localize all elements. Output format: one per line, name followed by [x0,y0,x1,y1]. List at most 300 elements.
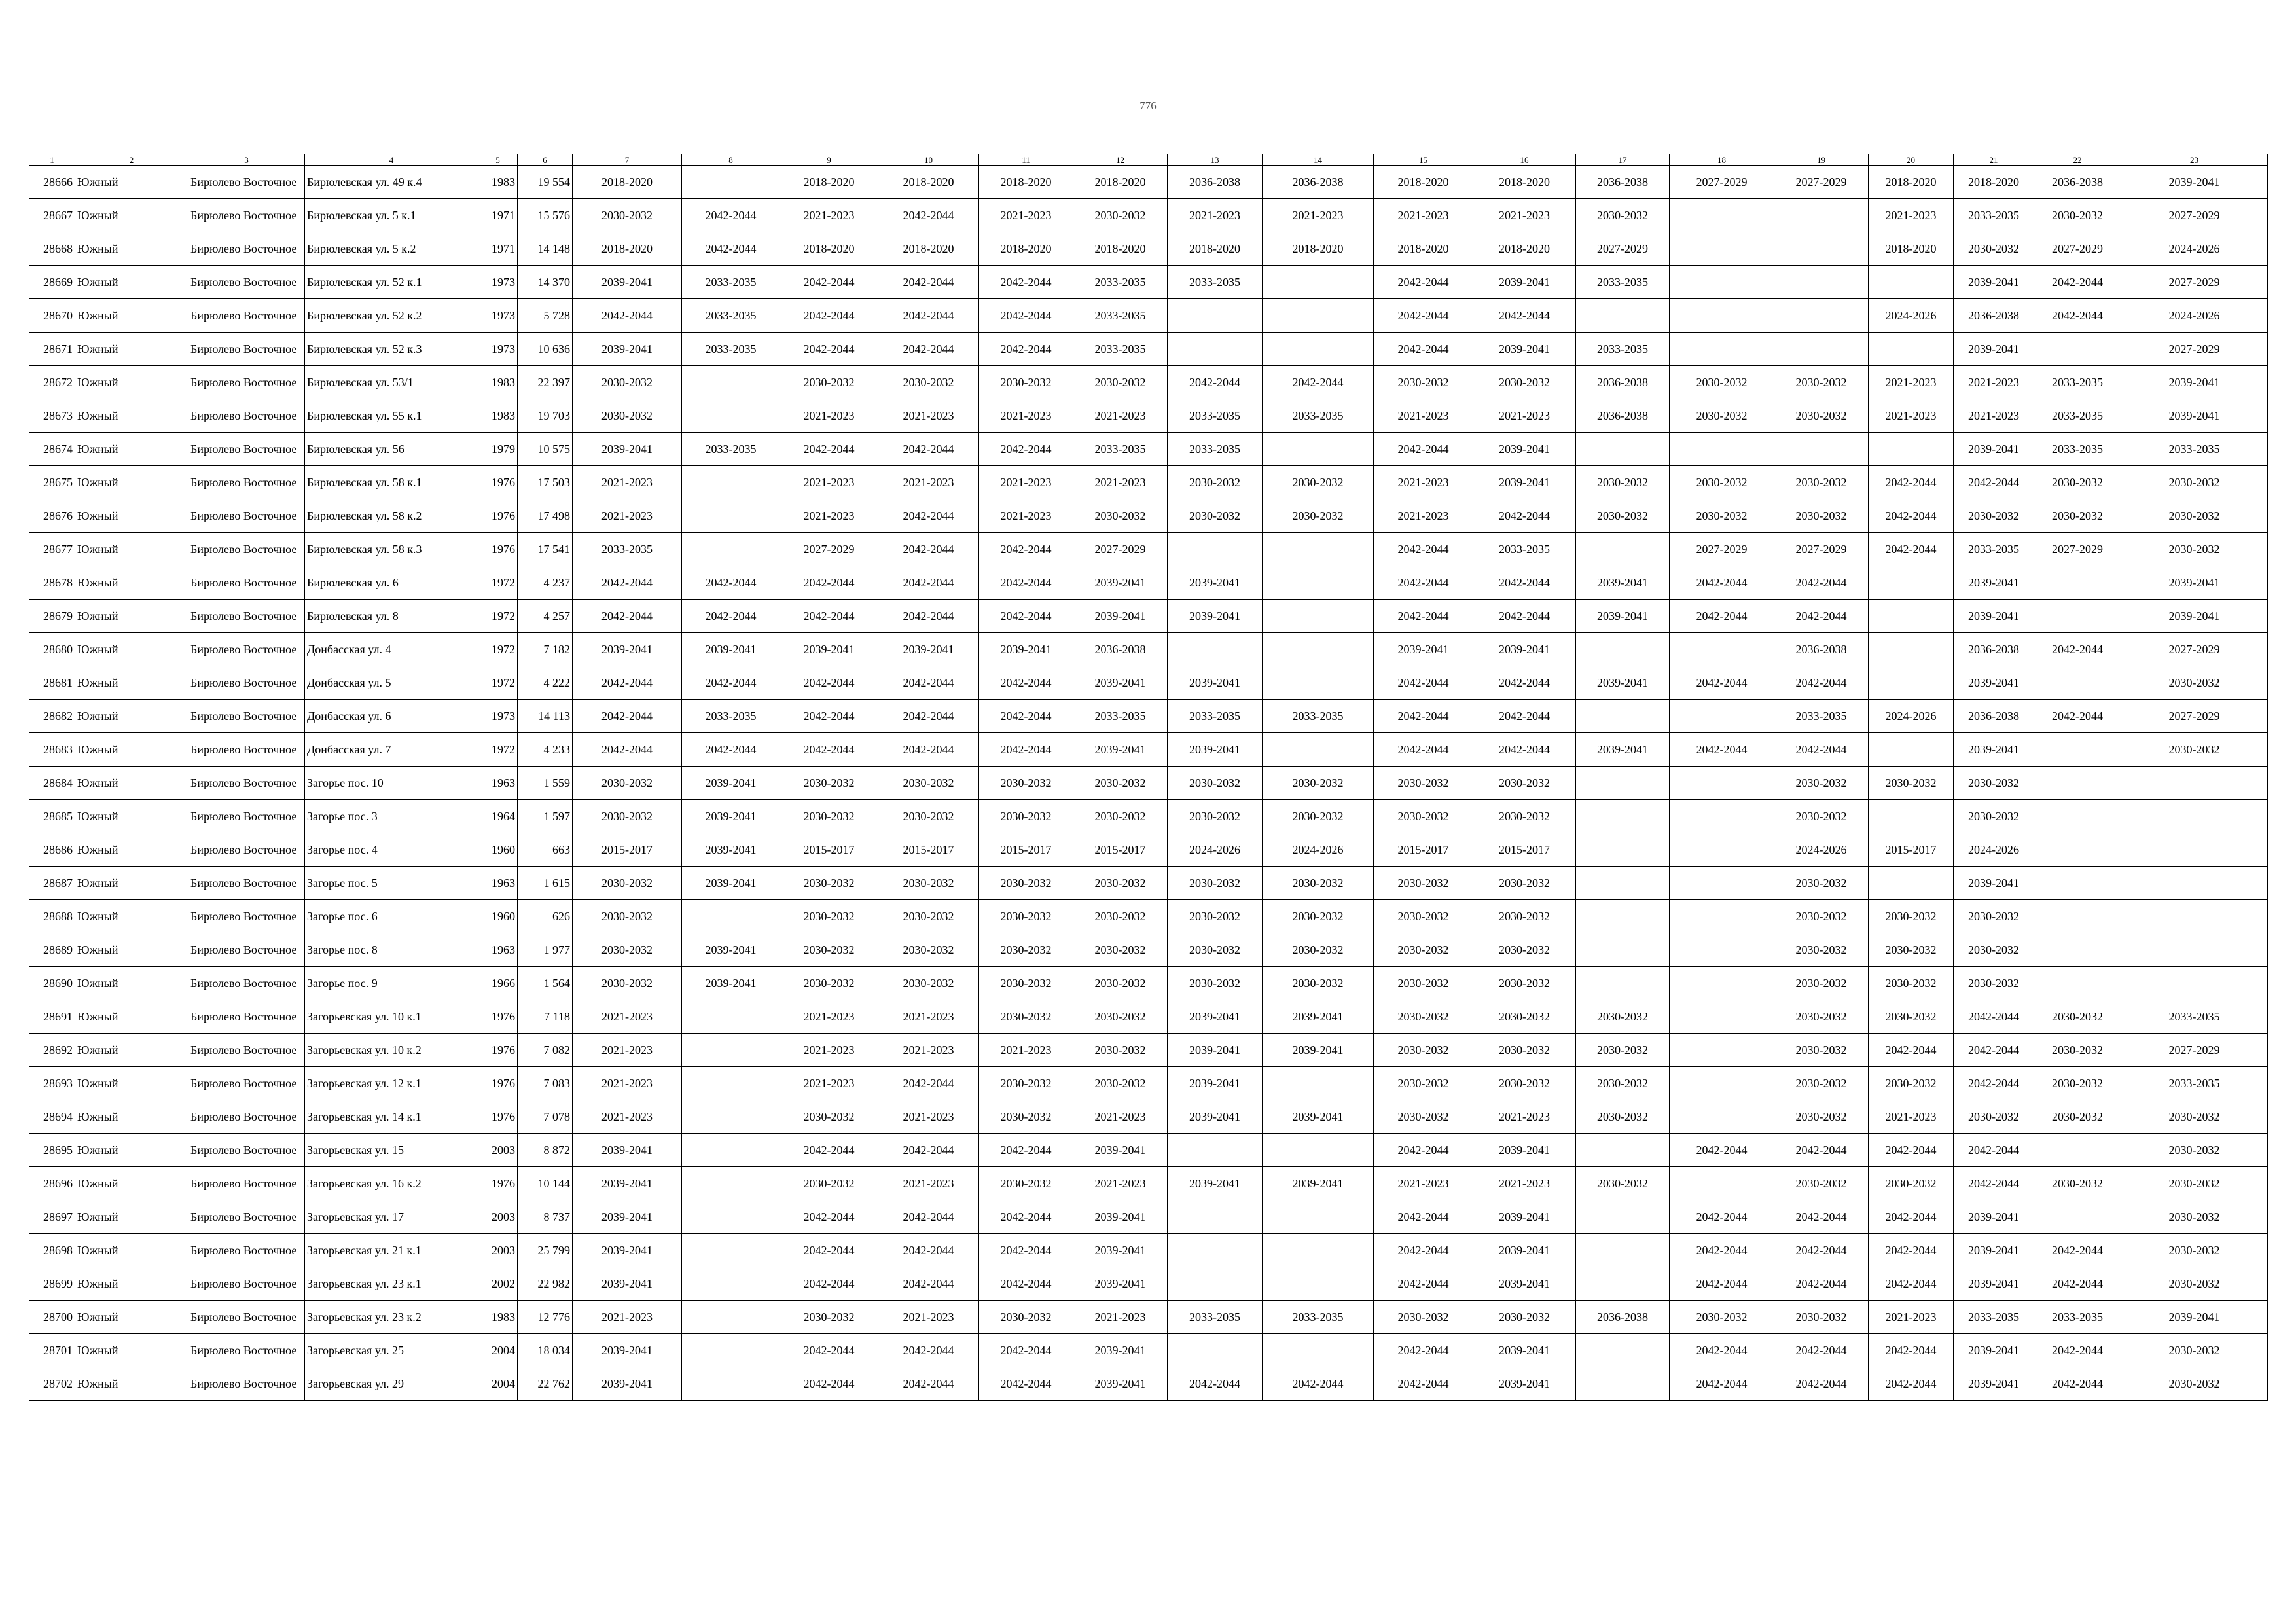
district-cell: Бирюлево Восточное [188,733,305,767]
period-cell-7: 2039-2041 [573,333,682,366]
period-cell-20: 2042-2044 [1869,1367,1954,1401]
period-cell-9: 2030-2032 [780,967,878,1000]
period-cell-9: 2021-2023 [780,466,878,499]
record-id-cell: 28670 [29,299,75,333]
period-cell-18 [1670,1100,1774,1134]
period-cell-12: 2021-2023 [1073,466,1168,499]
period-cell-20 [1869,333,1954,366]
period-cell-15: 2042-2044 [1374,700,1473,733]
period-cell-15: 2018-2020 [1374,232,1473,266]
district-cell: Бирюлево Восточное [188,833,305,867]
period-cell-20: 2042-2044 [1869,1334,1954,1367]
period-cell-14: 2030-2032 [1263,499,1374,533]
table-row [29,1067,2268,1100]
period-cell-15: 2021-2023 [1374,1167,1473,1200]
period-cell-7: 2042-2044 [573,566,682,600]
period-cell-10: 2021-2023 [878,466,979,499]
district-cell: Бирюлево Восточное [188,1100,305,1134]
period-cell-22 [2034,566,2121,600]
period-cell-14 [1263,533,1374,566]
record-id-cell: 28695 [29,1134,75,1167]
table-row [29,767,2268,800]
district-cell: Бирюлево Восточное [188,1067,305,1100]
period-cell-14: 2039-2041 [1263,1000,1374,1034]
okrug-cell: Южный [75,399,188,433]
okrug-cell: Южный [75,600,188,633]
period-cell-23: 2030-2032 [2121,466,2268,499]
period-cell-7: 2030-2032 [573,366,682,399]
period-cell-20: 2042-2044 [1869,1200,1954,1234]
record-id-cell: 28682 [29,700,75,733]
record-id-cell: 28681 [29,666,75,700]
period-cell-23: 2033-2035 [2121,1000,2268,1034]
address-cell: Бирюлевская ул. 56 [305,433,478,466]
period-cell-20: 2024-2026 [1869,700,1954,733]
table-row [29,1267,2268,1301]
period-cell-22: 2033-2035 [2034,366,2121,399]
period-cell-20: 2030-2032 [1869,933,1954,967]
period-cell-15: 2030-2032 [1374,967,1473,1000]
period-cell-15: 2030-2032 [1374,1100,1473,1134]
period-cell-18 [1670,333,1774,366]
period-cell-13: 2039-2041 [1168,1100,1263,1134]
period-cell-22 [2034,800,2121,833]
period-cell-10: 2042-2044 [878,1134,979,1167]
period-cell-17 [1576,633,1670,666]
table-row [29,733,2268,767]
district-cell: Бирюлево Восточное [188,466,305,499]
period-cell-16: 2042-2044 [1473,499,1576,533]
period-cell-18: 2042-2044 [1670,1334,1774,1367]
period-cell-11: 2030-2032 [979,1301,1073,1334]
period-cell-16: 2039-2041 [1473,1234,1576,1267]
period-cell-14: 2036-2038 [1263,166,1374,199]
period-cell-19: 2042-2044 [1774,1200,1869,1234]
record-id-cell: 28676 [29,499,75,533]
record-id-cell: 28690 [29,967,75,1000]
period-cell-13 [1168,333,1263,366]
period-cell-7: 2015-2017 [573,833,682,867]
period-cell-14: 2021-2023 [1263,199,1374,232]
period-cell-10: 2042-2044 [878,333,979,366]
period-cell-11: 2030-2032 [979,366,1073,399]
period-cell-11: 2042-2044 [979,600,1073,633]
build-year-cell: 1971 [478,232,518,266]
period-cell-15: 2042-2044 [1374,1267,1473,1301]
period-cell-16: 2039-2041 [1473,1334,1576,1367]
period-cell-18 [1670,933,1774,967]
table-row [29,466,2268,499]
build-year-cell: 1973 [478,299,518,333]
build-year-cell: 2003 [478,1234,518,1267]
period-cell-15: 2021-2023 [1374,199,1473,232]
period-cell-21: 2042-2044 [1954,1134,2034,1167]
period-cell-11: 2030-2032 [979,1067,1073,1100]
period-cell-7: 2030-2032 [573,967,682,1000]
period-cell-14 [1263,299,1374,333]
period-cell-16: 2030-2032 [1473,1301,1576,1334]
period-cell-10: 2042-2044 [878,733,979,767]
period-cell-21: 2036-2038 [1954,299,2034,333]
address-cell: Загорьевская ул. 21 к.1 [305,1234,478,1267]
period-cell-18 [1670,867,1774,900]
period-cell-18: 2042-2044 [1670,1367,1774,1401]
period-cell-11: 2018-2020 [979,232,1073,266]
record-id-cell: 28702 [29,1367,75,1401]
period-cell-18 [1670,633,1774,666]
period-cell-13: 2030-2032 [1168,466,1263,499]
build-year-cell: 1972 [478,566,518,600]
period-cell-9: 2030-2032 [780,800,878,833]
period-cell-10: 2042-2044 [878,700,979,733]
period-cell-9: 2042-2044 [780,733,878,767]
address-cell: Загорьевская ул. 14 к.1 [305,1100,478,1134]
period-cell-18: 2042-2044 [1670,1134,1774,1167]
period-cell-23: 2039-2041 [2121,600,2268,633]
period-cell-9: 2030-2032 [780,933,878,967]
period-cell-9: 2018-2020 [780,232,878,266]
district-cell: Бирюлево Восточное [188,499,305,533]
period-cell-10: 2042-2044 [878,1334,979,1367]
build-year-cell: 1979 [478,433,518,466]
period-cell-20: 2015-2017 [1869,833,1954,867]
period-cell-17: 2027-2029 [1576,232,1670,266]
period-cell-21: 2021-2023 [1954,366,2034,399]
period-cell-7: 2033-2035 [573,533,682,566]
table-body [29,166,2268,1401]
period-cell-22 [2034,967,2121,1000]
period-cell-12: 2039-2041 [1073,1234,1168,1267]
period-cell-22: 2042-2044 [2034,1267,2121,1301]
period-cell-21: 2021-2023 [1954,399,2034,433]
period-cell-10: 2015-2017 [878,833,979,867]
period-cell-9: 2030-2032 [780,366,878,399]
period-cell-11: 2021-2023 [979,1034,1073,1067]
period-cell-14: 2030-2032 [1263,800,1374,833]
period-cell-17 [1576,1134,1670,1167]
period-cell-12: 2039-2041 [1073,1334,1168,1367]
period-cell-22: 2033-2035 [2034,433,2121,466]
period-cell-23: 2030-2032 [2121,1334,2268,1367]
period-cell-18 [1670,800,1774,833]
period-cell-17 [1576,533,1670,566]
period-cell-23: 2039-2041 [2121,566,2268,600]
period-cell-8 [682,900,780,933]
period-cell-7: 2021-2023 [573,499,682,533]
period-cell-18: 2030-2032 [1670,1301,1774,1334]
period-cell-18 [1670,833,1774,867]
table-row [29,1334,2268,1367]
period-cell-17 [1576,1334,1670,1367]
period-cell-23: 2030-2032 [2121,499,2268,533]
okrug-cell: Южный [75,967,188,1000]
period-cell-9: 2015-2017 [780,833,878,867]
district-cell: Бирюлево Восточное [188,166,305,199]
district-cell: Бирюлево Восточное [188,1134,305,1167]
period-cell-14 [1263,633,1374,666]
period-cell-14 [1263,433,1374,466]
column-number-3: 3 [188,154,305,166]
period-cell-7: 2021-2023 [573,1100,682,1134]
period-cell-15: 2030-2032 [1374,366,1473,399]
register-table [29,154,2268,1401]
period-cell-20: 2030-2032 [1869,1167,1954,1200]
okrug-cell: Южный [75,1267,188,1301]
period-cell-7: 2030-2032 [573,399,682,433]
period-cell-11: 2042-2044 [979,299,1073,333]
district-cell: Бирюлево Восточное [188,800,305,833]
period-cell-14 [1263,333,1374,366]
address-cell: Загорье пос. 4 [305,833,478,867]
period-cell-21: 2030-2032 [1954,900,2034,933]
period-cell-19: 2027-2029 [1774,166,1869,199]
period-cell-10: 2042-2044 [878,600,979,633]
period-cell-21: 2030-2032 [1954,967,2034,1000]
period-cell-18 [1670,1067,1774,1100]
table-row [29,1034,2268,1067]
period-cell-23 [2121,967,2268,1000]
period-cell-10: 2021-2023 [878,1301,979,1334]
table-row [29,499,2268,533]
record-id-cell: 28674 [29,433,75,466]
district-cell: Бирюлево Восточное [188,1267,305,1301]
area-cell: 7 182 [518,633,573,666]
area-cell: 10 636 [518,333,573,366]
period-cell-19: 2042-2044 [1774,600,1869,633]
period-cell-17: 2036-2038 [1576,166,1670,199]
period-cell-17: 2030-2032 [1576,1067,1670,1100]
period-cell-9: 2042-2044 [780,1234,878,1267]
period-cell-11: 2030-2032 [979,900,1073,933]
address-cell: Загорье пос. 6 [305,900,478,933]
table-row [29,800,2268,833]
period-cell-12: 2033-2035 [1073,433,1168,466]
period-cell-10: 2042-2044 [878,1234,979,1267]
address-cell: Донбасская ул. 4 [305,633,478,666]
period-cell-13: 2033-2035 [1168,433,1263,466]
period-cell-17 [1576,767,1670,800]
period-cell-12: 2039-2041 [1073,733,1168,767]
period-cell-23: 2039-2041 [2121,166,2268,199]
okrug-cell: Южный [75,199,188,232]
period-cell-19 [1774,199,1869,232]
district-cell: Бирюлево Восточное [188,767,305,800]
period-cell-17 [1576,1200,1670,1234]
period-cell-10: 2030-2032 [878,767,979,800]
okrug-cell: Южный [75,767,188,800]
period-cell-8: 2042-2044 [682,199,780,232]
period-cell-15: 2042-2044 [1374,566,1473,600]
okrug-cell: Южный [75,1334,188,1367]
period-cell-20: 2030-2032 [1869,1000,1954,1034]
period-cell-15: 2042-2044 [1374,333,1473,366]
period-cell-22 [2034,1200,2121,1234]
period-cell-7: 2042-2044 [573,600,682,633]
period-cell-18 [1670,1167,1774,1200]
period-cell-21: 2018-2020 [1954,166,2034,199]
period-cell-13: 2033-2035 [1168,1301,1263,1334]
period-cell-22 [2034,666,2121,700]
district-cell: Бирюлево Восточное [188,633,305,666]
period-cell-15: 2042-2044 [1374,1234,1473,1267]
record-id-cell: 28671 [29,333,75,366]
period-cell-20: 2021-2023 [1869,1301,1954,1334]
address-cell: Бирюлевская ул. 8 [305,600,478,633]
period-cell-22: 2042-2044 [2034,1367,2121,1401]
okrug-cell: Южный [75,633,188,666]
period-cell-23: 2030-2032 [2121,666,2268,700]
period-cell-22: 2042-2044 [2034,633,2121,666]
period-cell-8: 2039-2041 [682,933,780,967]
period-cell-12: 2030-2032 [1073,1000,1168,1034]
period-cell-17: 2039-2041 [1576,666,1670,700]
period-cell-19: 2030-2032 [1774,366,1869,399]
record-id-cell: 28678 [29,566,75,600]
period-cell-13: 2039-2041 [1168,1167,1263,1200]
period-cell-8 [682,166,780,199]
period-cell-11: 2042-2044 [979,333,1073,366]
period-cell-11: 2042-2044 [979,266,1073,299]
period-cell-13: 2039-2041 [1168,566,1263,600]
address-cell: Загорье пос. 10 [305,767,478,800]
period-cell-23: 2030-2032 [2121,1200,2268,1234]
period-cell-13: 2036-2038 [1168,166,1263,199]
period-cell-20: 2018-2020 [1869,166,1954,199]
period-cell-20: 2021-2023 [1869,1100,1954,1134]
record-id-cell: 28699 [29,1267,75,1301]
record-id-cell: 28667 [29,199,75,232]
address-cell: Загорьевская ул. 15 [305,1134,478,1167]
district-cell: Бирюлево Восточное [188,700,305,733]
period-cell-10: 2042-2044 [878,666,979,700]
district-cell: Бирюлево Восточное [188,366,305,399]
table-row [29,1301,2268,1334]
period-cell-8: 2042-2044 [682,733,780,767]
page-number: 776 [1139,99,1157,112]
okrug-cell: Южный [75,1034,188,1067]
period-cell-22: 2042-2044 [2034,1234,2121,1267]
period-cell-23 [2121,900,2268,933]
period-cell-18 [1670,900,1774,933]
table-row [29,833,2268,867]
period-cell-10: 2042-2044 [878,499,979,533]
period-cell-7: 2021-2023 [573,1000,682,1034]
period-cell-12: 2015-2017 [1073,833,1168,867]
period-cell-15: 2042-2044 [1374,600,1473,633]
period-cell-15: 2039-2041 [1374,633,1473,666]
build-year-cell: 1963 [478,933,518,967]
period-cell-17 [1576,800,1670,833]
district-cell: Бирюлево Восточное [188,1167,305,1200]
okrug-cell: Южный [75,499,188,533]
period-cell-11: 2030-2032 [979,767,1073,800]
build-year-cell: 1972 [478,633,518,666]
okrug-cell: Южный [75,867,188,900]
period-cell-19: 2030-2032 [1774,499,1869,533]
area-cell: 18 034 [518,1334,573,1367]
period-cell-16: 2042-2044 [1473,666,1576,700]
period-cell-8: 2039-2041 [682,800,780,833]
period-cell-21: 2030-2032 [1954,800,2034,833]
period-cell-12: 2033-2035 [1073,700,1168,733]
build-year-cell: 1960 [478,900,518,933]
area-cell: 17 541 [518,533,573,566]
period-cell-16: 2030-2032 [1473,1000,1576,1034]
record-id-cell: 28675 [29,466,75,499]
period-cell-18 [1670,266,1774,299]
period-cell-10: 2042-2044 [878,299,979,333]
period-cell-19: 2042-2044 [1774,1234,1869,1267]
period-cell-22 [2034,600,2121,633]
period-cell-10: 2018-2020 [878,232,979,266]
period-cell-7: 2030-2032 [573,199,682,232]
table-row [29,1367,2268,1401]
period-cell-14 [1263,1267,1374,1301]
build-year-cell: 1963 [478,867,518,900]
okrug-cell: Южный [75,466,188,499]
period-cell-10: 2030-2032 [878,366,979,399]
period-cell-23: 2027-2029 [2121,333,2268,366]
period-cell-18 [1670,1034,1774,1067]
period-cell-9: 2021-2023 [780,1034,878,1067]
period-cell-14: 2042-2044 [1263,1367,1374,1401]
period-cell-9: 2027-2029 [780,533,878,566]
address-cell: Донбасская ул. 6 [305,700,478,733]
column-number-9: 9 [780,154,878,166]
period-cell-18: 2030-2032 [1670,499,1774,533]
period-cell-12: 2030-2032 [1073,366,1168,399]
period-cell-7: 2039-2041 [573,1267,682,1301]
period-cell-19: 2030-2032 [1774,767,1869,800]
period-cell-17 [1576,900,1670,933]
okrug-cell: Южный [75,1200,188,1234]
address-cell: Загорьевская ул. 23 к.1 [305,1267,478,1301]
period-cell-17: 2030-2032 [1576,1167,1670,1200]
period-cell-10: 2042-2044 [878,566,979,600]
period-cell-7: 2018-2020 [573,166,682,199]
period-cell-16: 2021-2023 [1473,1100,1576,1134]
period-cell-11: 2018-2020 [979,166,1073,199]
period-cell-21: 2033-2035 [1954,533,2034,566]
district-cell: Бирюлево Восточное [188,1301,305,1334]
period-cell-20 [1869,433,1954,466]
table-row [29,433,2268,466]
district-cell: Бирюлево Восточное [188,399,305,433]
column-number-20: 20 [1869,154,1954,166]
table-row [29,266,2268,299]
period-cell-16: 2042-2044 [1473,700,1576,733]
period-cell-12: 2030-2032 [1073,967,1168,1000]
period-cell-23 [2121,767,2268,800]
period-cell-14: 2033-2035 [1263,700,1374,733]
table-row [29,666,2268,700]
okrug-cell: Южный [75,1134,188,1167]
period-cell-23: 2030-2032 [2121,1367,2268,1401]
period-cell-8 [682,399,780,433]
column-number-16: 16 [1473,154,1576,166]
period-cell-8: 2039-2041 [682,833,780,867]
district-cell: Бирюлево Восточное [188,566,305,600]
period-cell-22: 2030-2032 [2034,1034,2121,1067]
period-cell-20: 2030-2032 [1869,767,1954,800]
table-row [29,900,2268,933]
period-cell-8: 2033-2035 [682,333,780,366]
address-cell: Донбасская ул. 5 [305,666,478,700]
period-cell-19: 2042-2044 [1774,666,1869,700]
period-cell-13: 2039-2041 [1168,733,1263,767]
period-cell-14 [1263,666,1374,700]
period-cell-21: 2039-2041 [1954,566,2034,600]
